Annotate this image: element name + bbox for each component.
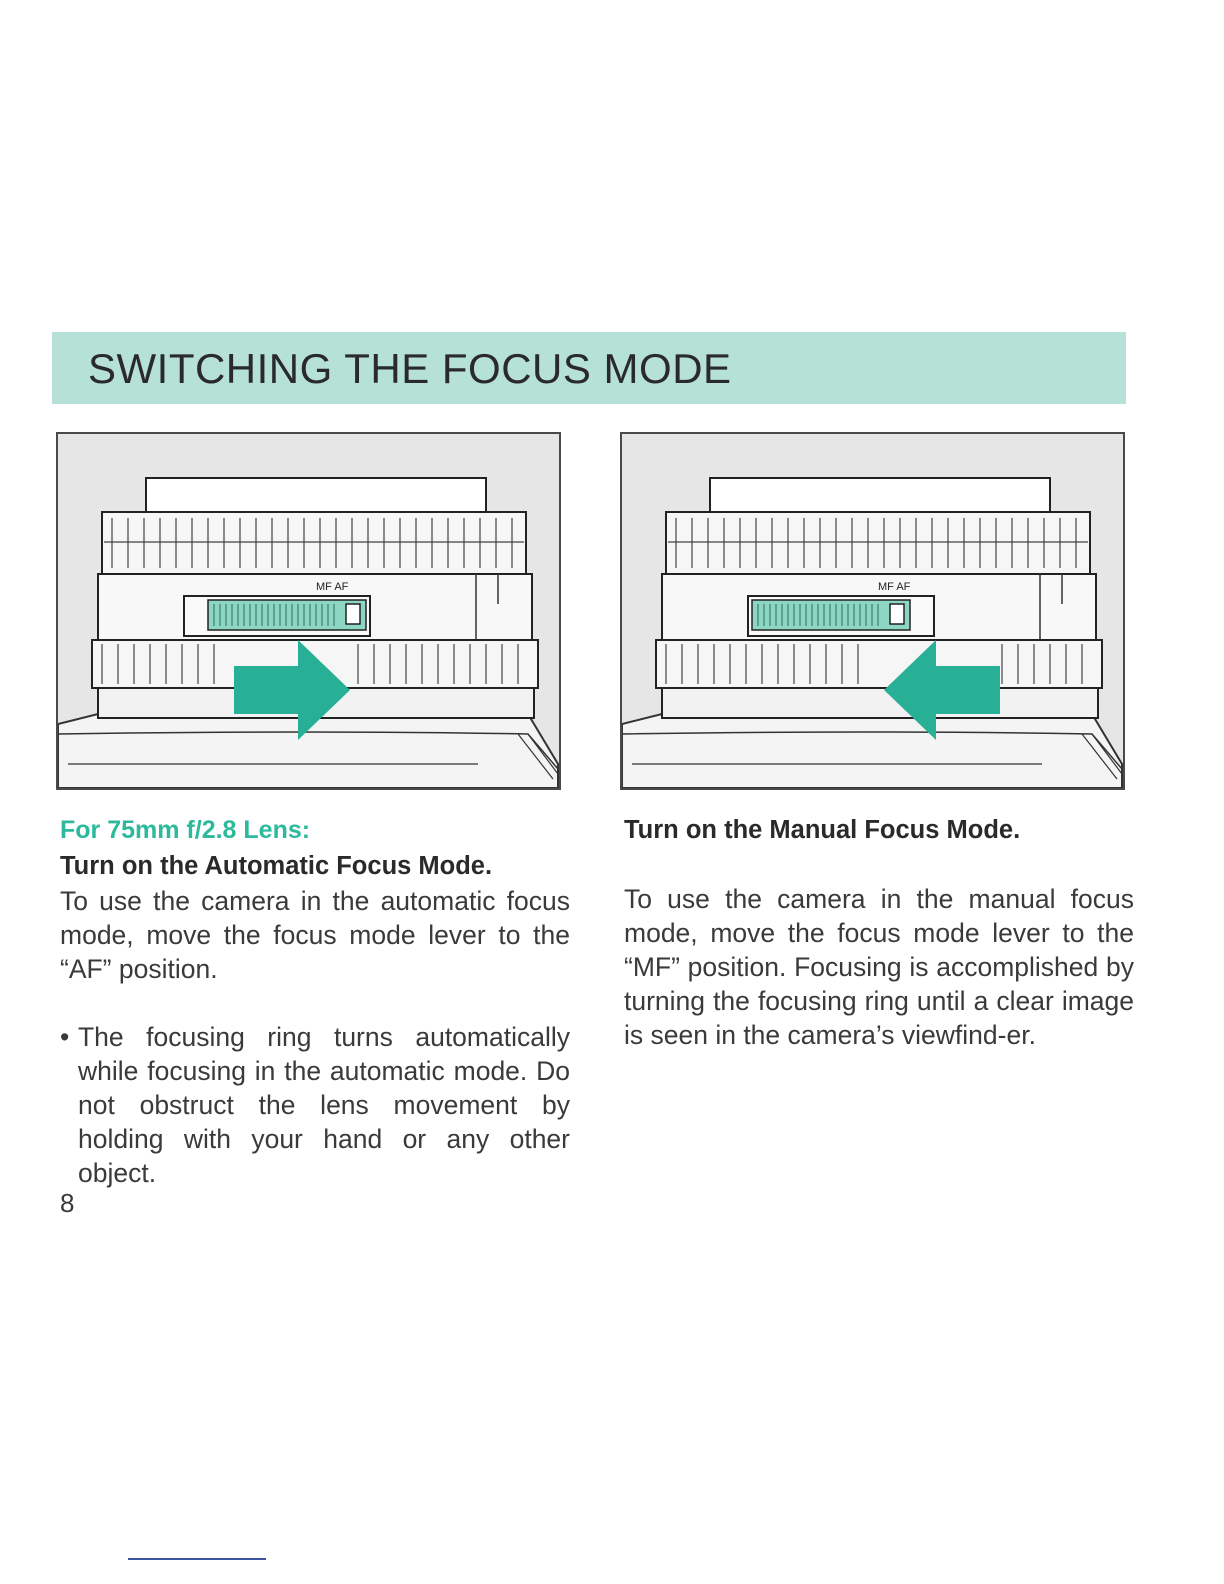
page-number: 8	[60, 1188, 75, 1218]
section-header-band	[52, 332, 1126, 404]
mf-af-scale-label: MF AF	[878, 581, 911, 593]
section-title: SWITCHING THE FOCUS MODE	[88, 345, 732, 392]
footer-rule	[128, 1558, 266, 1560]
af-instructions	[60, 812, 570, 1190]
lens-illustration-mf	[622, 434, 1123, 788]
lens-illustration-af	[58, 434, 559, 788]
af-paragraph: To use the camera in the automatic focus mode, move the focus mode lever to the “AF” position.	[60, 886, 570, 984]
mf-instructions	[624, 812, 1134, 1052]
af-heading: Turn on the Automatic Focus Mode.	[60, 852, 493, 880]
af-bullet-item	[60, 1020, 570, 1190]
af-bullet-text: The focusing ring turns automatically while focusing in the automatic mode. Do not obstruct the lens movement by holding with your hand or any other object.	[78, 1022, 570, 1188]
mf-heading: Turn on the Manual Focus Mode.	[624, 816, 1021, 844]
bullet-icon: •	[60, 1022, 70, 1052]
mf-af-scale-label: MF AF	[316, 581, 349, 593]
mf-paragraph: To use the camera in the manual focus mode, move the focus mode lever to the “MF” position. Focusing is accomplished by turning the focusing ring until a clear image is seen in the camera’s viewfind-er.	[624, 884, 1134, 1050]
lens-heading: For 75mm f/2.8 Lens:	[60, 816, 311, 844]
figure-af-mode	[56, 432, 561, 790]
figure-mf-mode	[620, 432, 1125, 790]
